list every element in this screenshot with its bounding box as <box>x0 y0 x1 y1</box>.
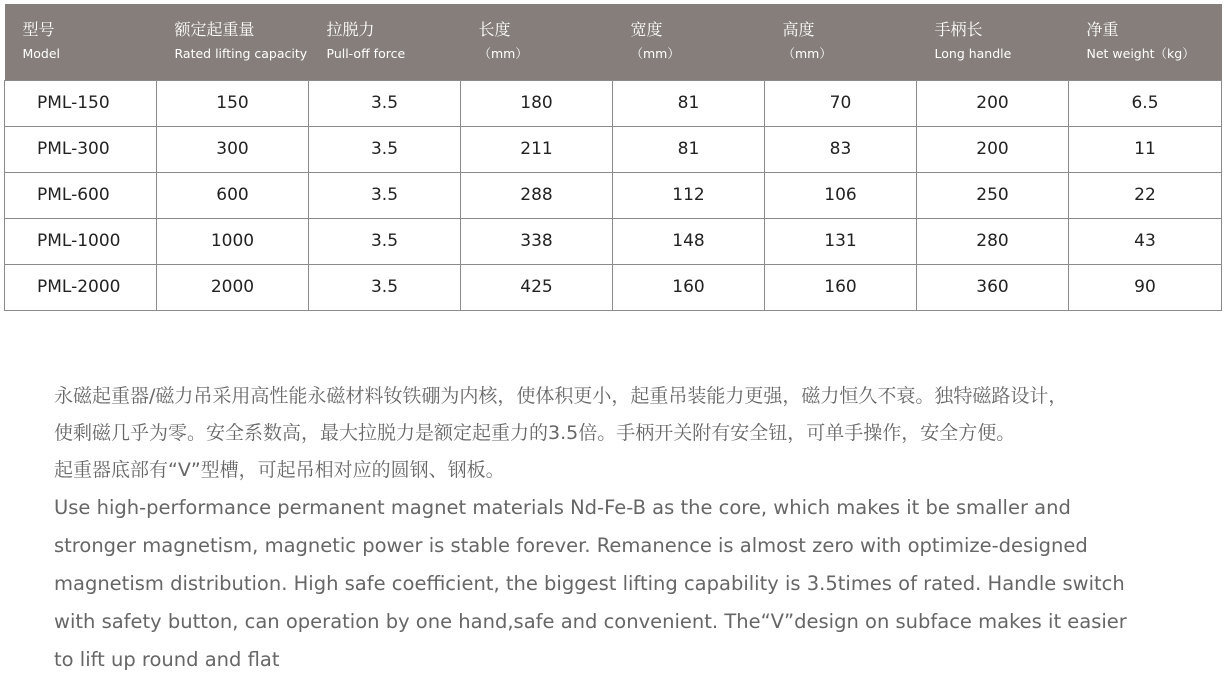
length-cell: 211 <box>461 126 613 172</box>
table-row <box>5 80 1222 126</box>
handle-length-cell: 200 <box>917 126 1069 172</box>
product-description <box>54 378 1214 679</box>
length-cell: 338 <box>461 218 613 264</box>
header-height <box>765 4 917 80</box>
description-zh-line: 使剩磁几乎为零。安全系数高，最大拉脱力是额定起重力的3.5倍。手柄开关附有安全钮，可单手操作，安全方便。 <box>54 422 1016 444</box>
height-cell: 131 <box>765 218 917 264</box>
length-cell: 180 <box>461 80 613 126</box>
header-pull-off-force <box>309 4 461 80</box>
height-cell: 106 <box>765 172 917 218</box>
net-weight-cell: 90 <box>1069 264 1222 310</box>
height-cell: 83 <box>765 126 917 172</box>
width-cell: 81 <box>613 80 765 126</box>
model-cell: PML-1000 <box>5 218 157 264</box>
header-label-en: （mm） <box>478 46 528 62</box>
header-label-en: （mm） <box>782 46 832 62</box>
header-label-zh: 长度 <box>478 20 511 40</box>
capacity-cell: 150 <box>157 80 309 126</box>
model-cell: PML-300 <box>5 126 157 172</box>
handle-length-cell: 250 <box>917 172 1069 218</box>
handle-length-cell: 280 <box>917 218 1069 264</box>
header-net-weight <box>1069 4 1222 80</box>
table-header <box>5 4 1222 80</box>
table-body <box>5 80 1222 310</box>
table-row <box>5 172 1222 218</box>
width-cell: 160 <box>613 264 765 310</box>
table-row <box>5 218 1222 264</box>
header-label-en: Net weight（kg） <box>1086 46 1195 62</box>
width-cell: 148 <box>613 218 765 264</box>
model-cell: PML-2000 <box>5 264 157 310</box>
header-label-en: Model <box>22 46 61 62</box>
handle-length-cell: 360 <box>917 264 1069 310</box>
height-cell: 160 <box>765 264 917 310</box>
width-cell: 112 <box>613 172 765 218</box>
header-label-en: Rated lifting capacity <box>174 46 308 62</box>
table-row <box>5 264 1222 310</box>
table-row <box>5 126 1222 172</box>
net-weight-cell: 22 <box>1069 172 1222 218</box>
header-label-zh: 拉脱力 <box>326 20 375 40</box>
description-zh-line: 起重器底部有“V”型槽，可起吊相对应的圆钢、钢板。 <box>54 459 505 481</box>
header-label-zh: 额定起重量 <box>174 20 255 40</box>
model-cell: PML-150 <box>5 80 157 126</box>
description-en-line: stronger magnetism, magnetic power is stable forever. Remanence is almost zero with optimize-designed <box>54 534 1088 557</box>
pull-off-force-cell: 3.5 <box>309 264 461 310</box>
pull-off-force-cell: 3.5 <box>309 218 461 264</box>
spec-table <box>4 4 1222 311</box>
width-cell: 81 <box>613 126 765 172</box>
capacity-cell: 1000 <box>157 218 309 264</box>
description-en-line: to lift up round and flat <box>54 648 280 671</box>
model-cell: PML-600 <box>5 172 157 218</box>
header-length <box>461 4 613 80</box>
net-weight-cell: 6.5 <box>1069 80 1222 126</box>
description-en-line: with safety button, can operation by one hand,safe and convenient. The“V”design on subface makes it easier <box>54 610 1127 633</box>
pull-off-force-cell: 3.5 <box>309 80 461 126</box>
handle-length-cell: 200 <box>917 80 1069 126</box>
header-label-zh: 高度 <box>782 20 815 40</box>
length-cell: 425 <box>461 264 613 310</box>
description-zh-line: 永磁起重器/磁力吊采用高性能永磁材料钕铁硼为内核，使体积更小，起重吊装能力更强，磁力恒久不衰。独特磁路设计， <box>54 385 1068 407</box>
capacity-cell: 2000 <box>157 264 309 310</box>
length-cell: 288 <box>461 172 613 218</box>
header-label-en: Long handle <box>934 46 1012 62</box>
description-en-line: Use high-performance permanent magnet materials Nd-Fe-B as the core, which makes it be smaller and <box>54 496 1071 519</box>
header-row <box>5 4 1222 80</box>
net-weight-cell: 11 <box>1069 126 1222 172</box>
header-handle-length <box>917 4 1069 80</box>
net-weight-cell: 43 <box>1069 218 1222 264</box>
header-label-zh: 宽度 <box>630 20 663 40</box>
header-model <box>5 4 157 80</box>
height-cell: 70 <box>765 80 917 126</box>
header-label-en: （mm） <box>630 46 680 62</box>
header-rated-capacity <box>157 4 309 80</box>
header-width <box>613 4 765 80</box>
header-label-zh: 净重 <box>1086 20 1119 40</box>
header-label-zh: 型号 <box>22 20 55 40</box>
header-label-zh: 手柄长 <box>934 20 983 40</box>
pull-off-force-cell: 3.5 <box>309 126 461 172</box>
header-label-en: Pull-off force <box>326 46 406 62</box>
capacity-cell: 300 <box>157 126 309 172</box>
description-en-line: magnetism distribution. High safe coefficient, the biggest lifting capability is 3.5times of rated. Handle switch <box>54 572 1125 595</box>
pull-off-force-cell: 3.5 <box>309 172 461 218</box>
capacity-cell: 600 <box>157 172 309 218</box>
